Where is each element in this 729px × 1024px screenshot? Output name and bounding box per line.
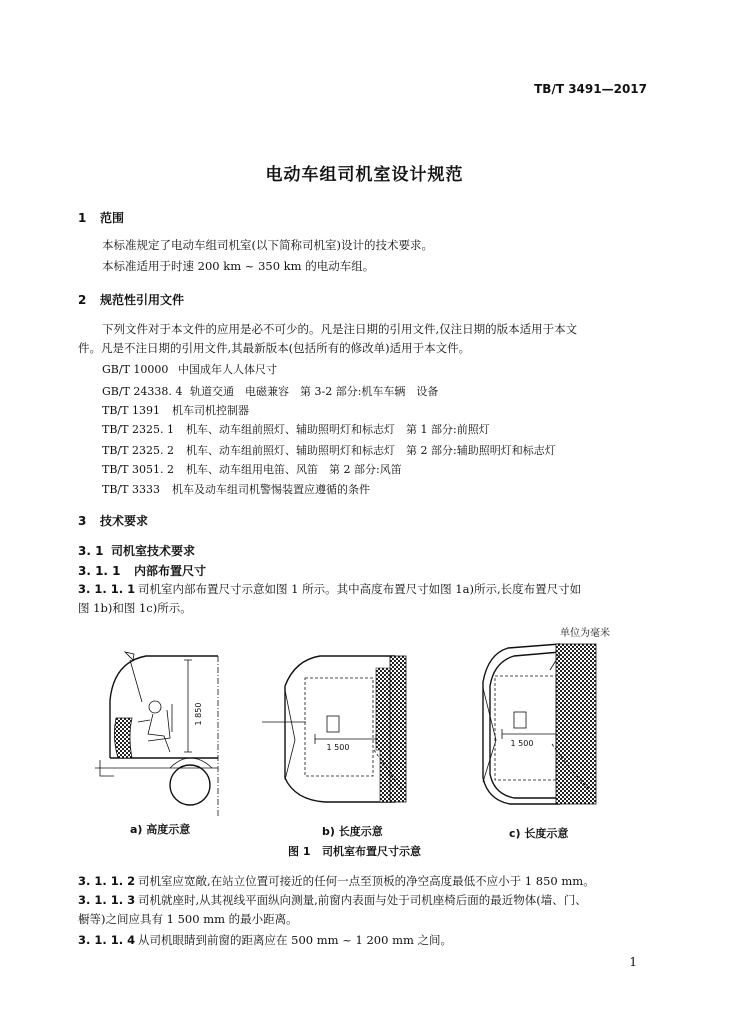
reference-title: 中国成年人人体尺寸 — [178, 363, 277, 376]
clause-3-1-1-4 — [78, 931, 452, 950]
clause-continuation: 橱等)之间应具有 1 500 mm 的最小距离。 — [78, 912, 298, 926]
clause-text: 从司机眼睛到前窗的距离应在 500 mm ~ 1 200 mm 之间。 — [138, 933, 453, 947]
figure-number: 图 1 — [288, 845, 311, 858]
reference-item — [102, 461, 402, 477]
reference-title: 机车、动车组前照灯、辅助照明灯和标志灯 第 2 部分:辅助照明灯和标志灯 — [186, 444, 556, 457]
subfigure-b-label: b) 长度示意 — [322, 825, 383, 838]
subfigure-a-label: a) 高度示意 — [130, 823, 191, 836]
figure-1b-length-diagram — [262, 656, 406, 802]
clause-text: 司机室内部布置尺寸示意如图 1 所示。其中高度布置尺寸如图 1a)所示,长度布置尺寸如 — [138, 582, 582, 596]
figure-caption — [288, 843, 421, 859]
subfigure-c-label: c) 长度示意 — [509, 827, 569, 840]
reference-title: 机车、动车组用电笛、风笛 第 2 部分:风笛 — [186, 463, 402, 476]
reference-item — [102, 402, 249, 418]
clause-3-1-1-1 — [78, 580, 581, 599]
section-number: 3 — [78, 514, 87, 528]
figure-1-drawings — [90, 640, 650, 825]
reference-item — [102, 442, 556, 458]
clause-text: 司机就座时,从其视线平面纵向测量,前窗内表面与处于司机座椅后面的最近物体(墙、门、 — [138, 893, 587, 907]
reference-item — [102, 481, 370, 497]
figure-title: 司机室布置尺寸示意 — [322, 845, 421, 858]
clause-number: 3. 1. 1. 3 — [78, 893, 136, 907]
reference-item — [102, 383, 438, 399]
clause-number: 3. 1. 1. 2 — [78, 874, 136, 888]
clause-3-1-1-3 — [78, 891, 587, 910]
length-dimension-c: 1 500 — [510, 739, 534, 748]
reference-title: 机车司机控制器 — [172, 404, 249, 417]
reference-title: 机车及动车组司机警惕装置应遵循的条件 — [172, 483, 370, 496]
reference-code: TB/T 1391 — [102, 404, 160, 417]
unit-note: 单位为毫米 — [560, 628, 610, 639]
section-1-heading — [78, 209, 124, 226]
subsection-3-1-heading — [78, 542, 195, 559]
subsection-number: 3. 1. 1 — [78, 564, 121, 578]
subsection-title: 司机室技术要求 — [111, 544, 196, 558]
reference-title: 机车、动车组前照灯、辅助照明灯和标志灯 第 1 部分:前照灯 — [186, 423, 490, 436]
height-dimension: 1 850 — [194, 702, 203, 726]
page-number: 1 — [629, 955, 637, 969]
paragraph: 本标准规定了电动车组司机室(以下简称司机室)设计的技术要求。 — [102, 238, 433, 252]
section-title: 规范性引用文件 — [100, 293, 185, 307]
reference-code: GB/T 10000 — [102, 363, 169, 376]
reference-code: TB/T 2325. 1 — [102, 423, 174, 436]
section-2-heading — [78, 291, 184, 308]
section-number: 2 — [78, 293, 87, 307]
reference-code: TB/T 3333 — [102, 483, 160, 496]
paragraph: 下列文件对于本文件的应用是必不可少的。凡是注日期的引用文件,仅注日期的版本适用于本文 — [102, 322, 578, 336]
reference-code: GB/T 24338. 4 — [102, 385, 183, 398]
driver-head-icon — [149, 701, 161, 713]
section-title: 范围 — [100, 211, 125, 225]
clause-number: 3. 1. 1. 1 — [78, 582, 136, 596]
paragraph: 件。凡是不注日期的引用文件,其最新版本(包括所有的修改单)适用于本文件。 — [78, 341, 471, 355]
wheel-icon — [170, 765, 210, 805]
document-title: 电动车组司机室设计规范 — [265, 165, 464, 185]
standard-code: TB/T 3491—2017 — [534, 82, 647, 96]
subsection-3-1-1-heading — [78, 562, 206, 579]
reference-code: TB/T 3051. 2 — [102, 463, 174, 476]
clause-text: 司机室应宽敞,在站立位置可接近的任何一点至顶板的净空高度最低不应小于 1 850 mm。 — [138, 874, 595, 888]
subsection-number: 3. 1 — [78, 544, 104, 558]
length-dimension-b: 1 500 — [326, 743, 350, 752]
clause-number: 3. 1. 1. 4 — [78, 933, 136, 947]
reference-item — [102, 421, 490, 437]
section-number: 1 — [78, 211, 87, 225]
clause-3-1-1-2 — [78, 872, 595, 891]
figure-1a-height-diagram — [95, 652, 218, 818]
paragraph: 本标准适用于时速 200 km ~ 350 km 的电动车组。 — [102, 259, 375, 273]
subsection-title: 内部布置尺寸 — [134, 564, 207, 578]
section-title: 技术要求 — [100, 514, 149, 528]
section-3-heading — [78, 512, 148, 529]
reference-code: TB/T 2325. 2 — [102, 444, 174, 457]
clause-continuation: 图 1b)和图 1c)所示。 — [78, 601, 192, 615]
reference-item — [102, 361, 277, 377]
figure-1c-length-diagram — [483, 644, 596, 804]
reference-title: 轨道交通 电磁兼容 第 3-2 部分:机车车辆 设备 — [190, 385, 439, 398]
